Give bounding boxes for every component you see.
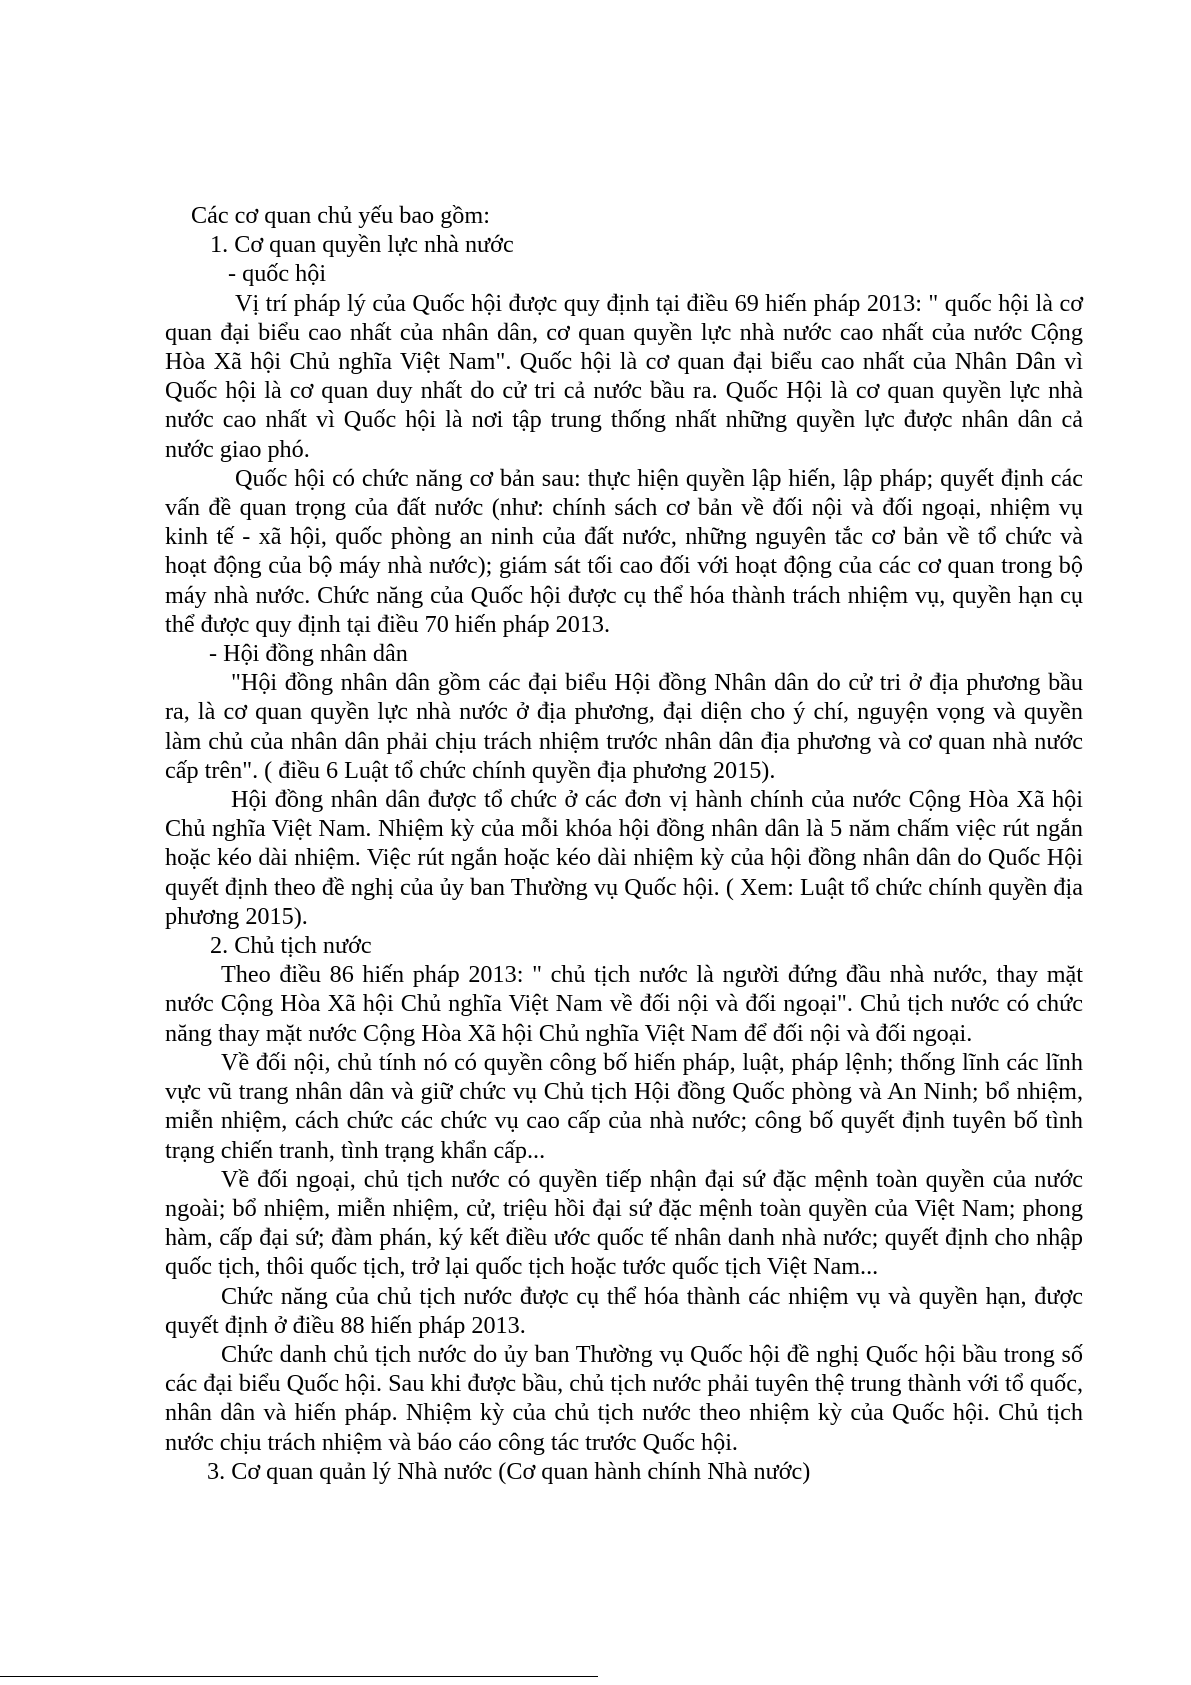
section-3-title: 3. Cơ quan quản lý Nhà nước (Cơ quan hành chính Nhà nước) bbox=[207, 1457, 811, 1485]
paragraph-chu-tich-nuoc-definition: Theo điều 86 hiến pháp 2013: " chủ tịch nước là người đứng đầu nhà nước, thay mặt nước Cộng Hòa Xã hội Chủ nghĩa Việt Nam về đối nội và đối ngoại". Chủ tịch nước có chức năng thay mặt nước Cộng Hòa Xã hội Chủ nghĩa Việt Nam để đối nội và đối ngoại. bbox=[165, 961, 1083, 1047]
subsection-hoi-dong-nhan-dan: - Hội đồng nhân dân bbox=[209, 640, 408, 668]
paragraph-chu-tich-election: Chức danh chủ tịch nước do ủy ban Thường vụ Quốc hội đề nghị Quốc hội bầu trong số các đại biểu Quốc hội. Sau khi được bầu, chủ tịch nước phải tuyên thệ trung thành với tổ quốc, nhân dân và hiến pháp. Nhiệm kỳ của chủ tịch nước theo nhiệm kỳ của Quốc hội. Chủ tịch nước chịu trách nhiệm và báo cáo công tác trước Quốc hội. bbox=[165, 1340, 1083, 1456]
section-1-title: 1. Cơ quan quyền lực nhà nước bbox=[210, 231, 514, 259]
intro-heading: Các cơ quan chủ yếu bao gồm: bbox=[191, 202, 490, 229]
document-body bbox=[165, 201, 1083, 1486]
section-2-title: 2. Chủ tịch nước bbox=[210, 932, 372, 960]
subsection-quoc-hoi: - quốc hội bbox=[228, 260, 327, 288]
paragraph-chu-tich-doi-noi: Về đối nội, chủ tính nó có quyền công bố hiến pháp, luật, pháp lệnh; thống lĩnh các lĩnh vực vũ trang nhân dân và giữ chức vụ Chủ tịch Hội đồng Quốc phòng và An Ninh; bổ nhiệm, miễn nhiệm, cách chức các chức vụ cao cấp của nhà nước; công bố quyết định tuyên bố tình trạng chiến tranh, tình trạng khẩn cấp... bbox=[165, 1048, 1083, 1164]
paragraph-quoc-hoi-functions: Quốc hội có chức năng cơ bản sau: thực hiện quyền lập hiến, lập pháp; quyết định các vấn đề quan trọng của đất nước (như: chính sách cơ bản về đối nội và đối ngoại, nhiệm vụ kinh tế - xã hội, quốc phòng an ninh của đất nước, những nguyên tắc cơ bản về tổ chức và hoạt động của bộ máy nhà nước); giám sát tối cao đối với hoạt động của các cơ quan trong bộ máy nhà nước. Chức năng của Quốc hội được cụ thể hóa thành trách nhiệm vụ, quyền hạn cụ thể được quy định tại điều 70 hiến pháp 2013. bbox=[165, 464, 1083, 638]
paragraph-quoc-hoi-legal-position: Vị trí pháp lý của Quốc hội được quy định tại điều 69 hiến pháp 2013: " quốc hội là cơ quan đại biểu cao nhất của nhân dân, cơ quan quyền lực nhà nước cao nhất của nước Cộng Hòa Xã hội Chủ nghĩa Việt Nam". Quốc hội là cơ quan đại biểu cao nhất của Nhân Dân vì Quốc hội là cơ quan duy nhất do cử tri cả nước bầu ra. Quốc Hội là cơ quan quyền lực nhà nước cao nhất vì Quốc hội là nơi tập trung thống nhất những quyền lực được nhân dân cả nước giao phó. bbox=[165, 289, 1083, 463]
footer-rule bbox=[0, 1676, 598, 1677]
paragraph-chu-tich-doi-ngoai: Về đối ngoại, chủ tịch nước có quyền tiếp nhận đại sứ đặc mệnh toàn quyền của nước ngoài; bổ nhiệm, miễn nhiệm, cử, triệu hồi đại sứ đặc mệnh toàn quyền của Việt Nam; phong hàm, cấp đại sứ; đàm phán, ký kết điều ước quốc tế nhân danh nhà nước; quyết định cho nhập quốc tịch, thôi quốc tịch, trở lại quốc tịch hoặc tước quốc tịch Việt Nam... bbox=[165, 1165, 1083, 1281]
paragraph-chu-tich-functions: Chức năng của chủ tịch nước được cụ thể hóa thành các nhiệm vụ và quyền hạn, được quyết định ở điều 88 hiến pháp 2013. bbox=[165, 1282, 1083, 1339]
paragraph-hdnd-organization: Hội đồng nhân dân được tổ chức ở các đơn vị hành chính của nước Cộng Hòa Xã hội Chủ nghĩa Việt Nam. Nhiệm kỳ của mỗi khóa hội đồng nhân dân là 5 năm chấm việc rút ngắn hoặc kéo dài nhiệm. Việc rút ngắn hoặc kéo dài nhiệm kỳ của hội đồng nhân dân do Quốc Hội quyết định theo đề nghị của ủy ban Thường vụ Quốc hội. ( Xem: Luật tổ chức chính quyền địa phương 2015). bbox=[165, 786, 1083, 930]
paragraph-hdnd-definition: "Hội đồng nhân dân gồm các đại biểu Hội đồng Nhân dân do cử tri ở địa phương bầu ra, là cơ quan quyền lực nhà nước ở địa phương, đại diện cho ý chí, nguyện vọng và quyền làm chủ của nhân dân phải chịu trách nhiệm trước nhân dân địa phương và cơ quan nhà nước cấp trên". ( điều 6 Luật tổ chức chính quyền địa phương 2015). bbox=[165, 669, 1083, 784]
